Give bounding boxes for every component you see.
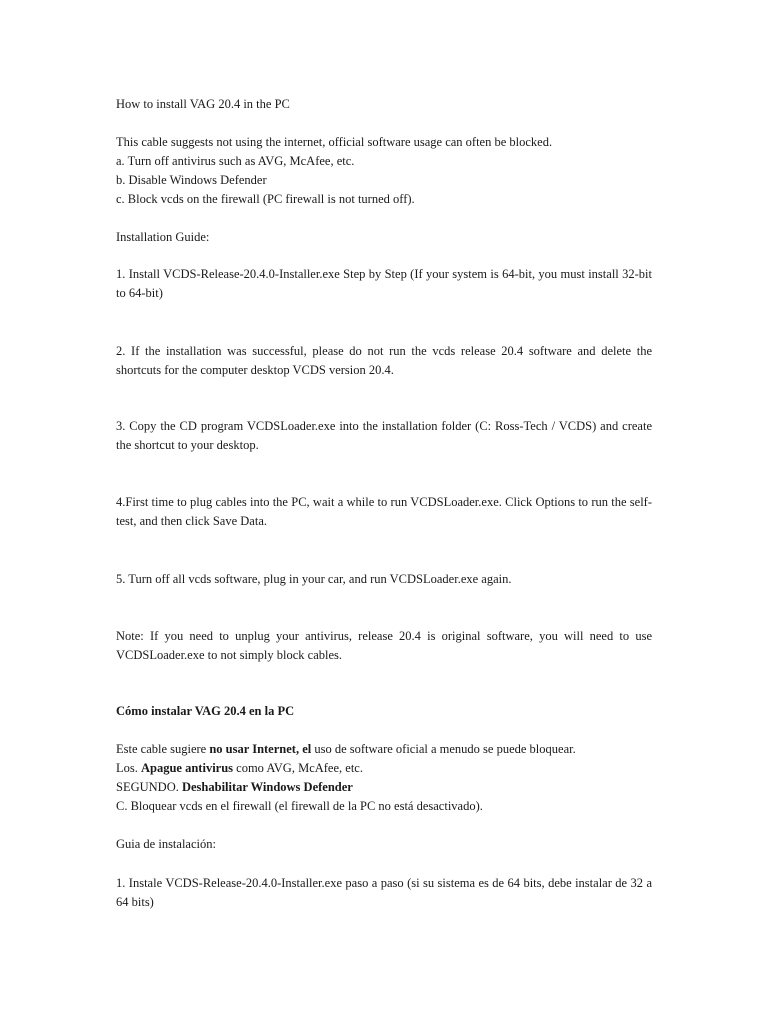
english-step-2: 2. If the installation was successful, please do not run the vcds release 20.4 software and delete the shortcuts for the computer desktop VCDS version 20.4. bbox=[116, 344, 652, 377]
english-item-c: c. Block vcds on the firewall (PC firewall is not turned off). bbox=[116, 192, 415, 206]
english-title: How to install VAG 20.4 in the PC bbox=[116, 97, 290, 111]
spanish-item-b bbox=[116, 778, 652, 797]
english-step-4: 4.First time to plug cables into the PC, wait a while to run VCDSLoader.exe. Click Options to run the self-test, and then click Save Data. bbox=[116, 495, 652, 528]
english-note: Note: If you need to unplug your antivirus, release 20.4 is original software, you will need to use VCDSLoader.exe to not simply block cables. bbox=[116, 629, 652, 662]
spanish-intro-bold: no usar Internet, el bbox=[209, 742, 312, 756]
spanish-intro-pre: Este cable sugiere bbox=[116, 742, 210, 756]
spanish-item-b-bold: Deshabilitar Windows Defender bbox=[181, 780, 353, 794]
english-step-5: 5. Turn off all vcds software, plug in your car, and run VCDSLoader.exe again. bbox=[116, 572, 512, 586]
spanish-title bbox=[116, 702, 652, 721]
spanish-item-a-bold: Apague antivirus bbox=[141, 761, 234, 775]
spanish-item-c: C. Bloquear vcds en el firewall (el firewall de la PC no está desactivado). bbox=[116, 799, 483, 813]
spanish-item-a bbox=[116, 759, 652, 778]
spanish-item-a-pre: Los. bbox=[116, 761, 141, 775]
english-item-a: a. Turn off antivirus such as AVG, McAfee, etc. bbox=[116, 154, 355, 168]
spanish-guide-heading: Guia de instalación: bbox=[116, 837, 216, 851]
spanish-item-a-post: como AVG, McAfee, etc. bbox=[233, 761, 363, 775]
spanish-step-1: 1. Instale VCDS-Release-20.4.0-Installer.exe paso a paso (si su sistema es de 64 bits, debe instalar de 32 a 64 bits) bbox=[116, 876, 652, 909]
spanish-title-text: Cómo instalar VAG 20.4 en la PC bbox=[116, 704, 295, 718]
spanish-item-b-pre: SEGUNDO. bbox=[116, 780, 182, 794]
spanish-intro bbox=[116, 740, 652, 759]
english-item-b: b. Disable Windows Defender bbox=[116, 173, 267, 187]
english-step-1: 1. Install VCDS-Release-20.4.0-Installer.exe Step by Step (If your system is 64-bit, you must install 32-bit to 64-bit) bbox=[116, 267, 652, 300]
english-intro: This cable suggests not using the internet, official software usage can often be blocked. bbox=[116, 135, 553, 149]
spanish-intro-post: uso de software oficial a menudo se puede bloquear. bbox=[311, 742, 576, 756]
english-guide-heading: Installation Guide: bbox=[116, 230, 210, 244]
english-step-3: 3. Copy the CD program VCDSLoader.exe into the installation folder (C: Ross-Tech / VCDS) and create the shortcut to your desktop. bbox=[116, 419, 652, 452]
